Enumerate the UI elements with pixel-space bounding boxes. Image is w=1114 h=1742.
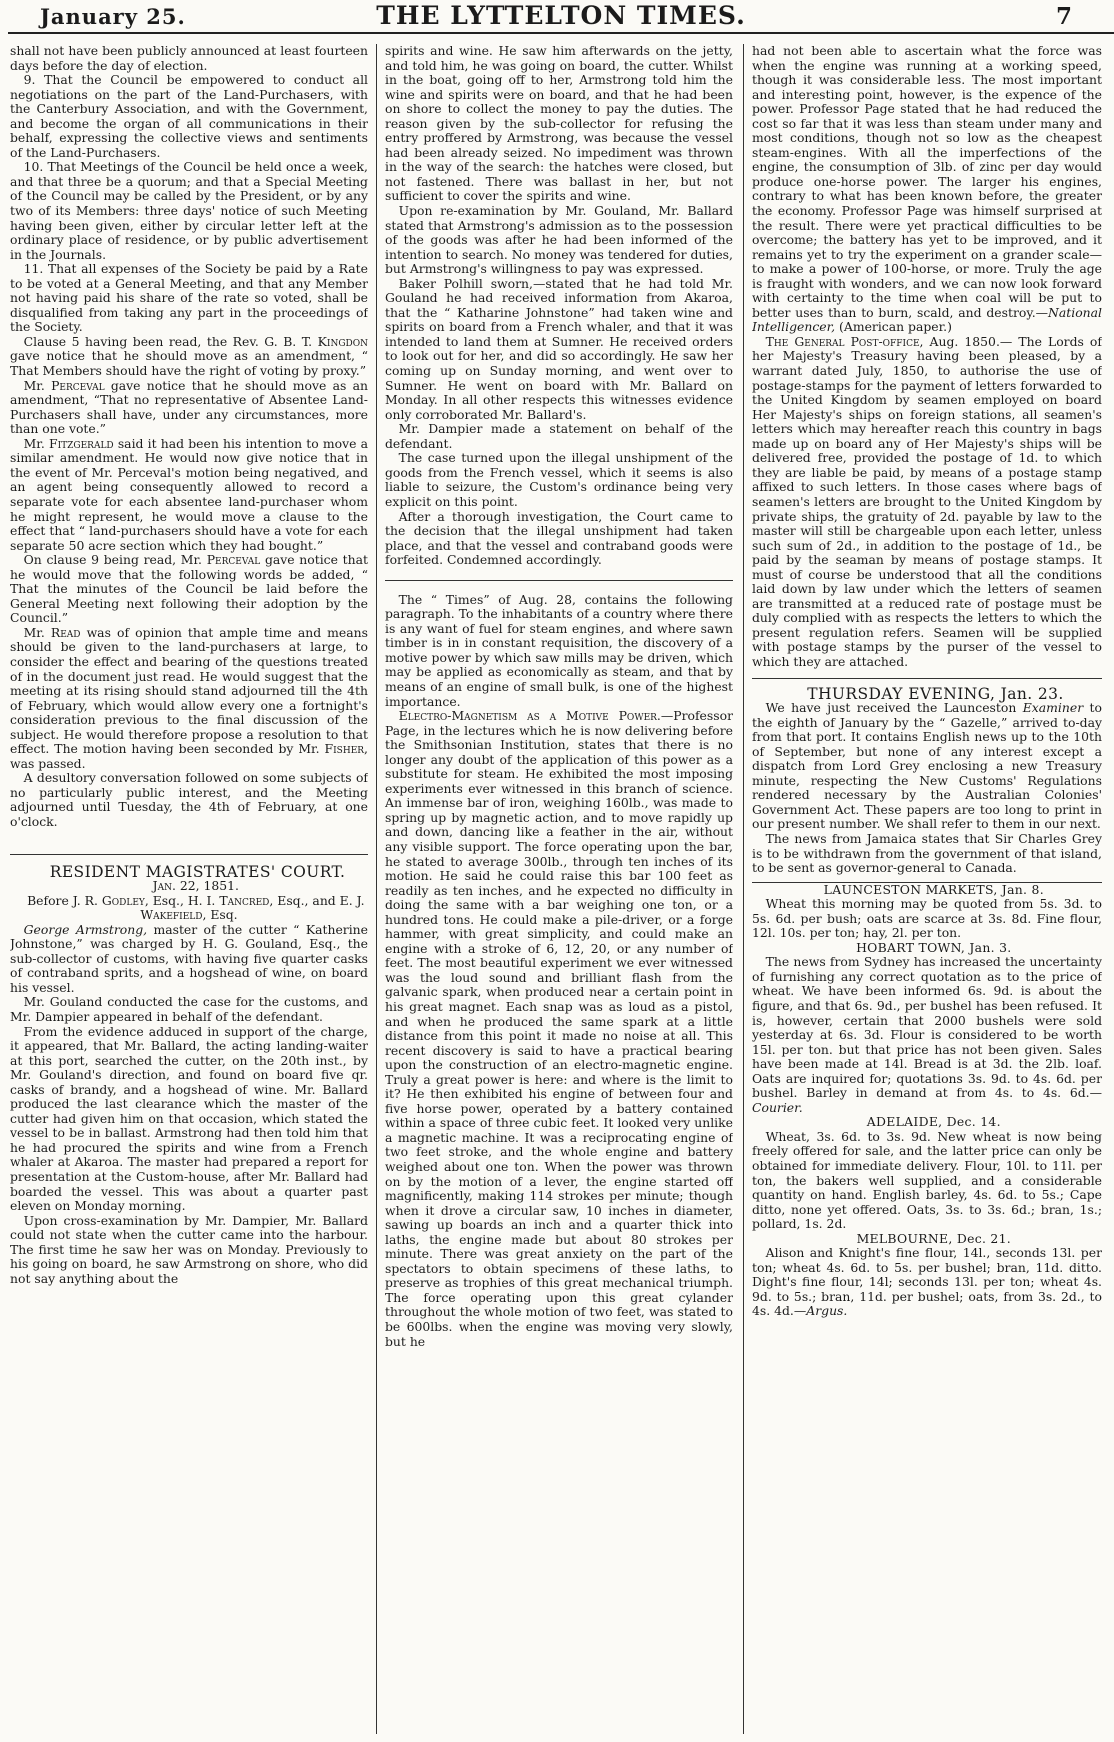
speaker-name: Read [50, 624, 81, 640]
speaker-name: Perceval [206, 552, 261, 568]
column-3 [752, 44, 1102, 1734]
court-heading: RESIDENT MAGISTRATES' COURT. [49, 862, 346, 881]
article-paragraph: The news from Jamaica states that Sir Charles Grey is to be withdrawn from the government of that island, to be sent as governor-general to Canada. [752, 830, 1102, 876]
article-paragraph: Mr. Dampier made a statement on behalf of the defendant. [385, 421, 733, 451]
launceston-heading: LAUNCESTON MARKETS, Jan. 8. [823, 881, 1044, 897]
article-paragraph: Upon cross-examination by Mr. Dampier, Mr. Ballard could not state when the cutter came into the harbour. The first time he saw her was on Monday. Previously to his going on board, he saw Armstrong on shore, who did not say anything about the [10, 1212, 368, 1286]
thursday-heading: THURSDAY EVENING, Jan. 23. [807, 684, 1064, 703]
article-paragraph: had not been able to ascertain what the force was when the engine was running at a working speed, though it was considerable less. The most important and interesting point, however, is the expence of the power. Professor Page stated that he had reduced the cost so far that it was less than steam under many and most conditions, though not so low as the cheapest steam-engines. With all the imperfections of the engine, the consumption of 3lb. of zinc per day would produce one-horse power. The larger his engines, contrary to what has been known before, the greater the economy. Professor Page was himself surprised at the result. There were yet practical difficulties to be overcome; the battery has yet to be improved, and it remains yet to try the experiment on a grander scale—to make a power of 100-horse, or more. Truly the age is fraught with wonders, and we can now look forward with certainty to the time when coal will be put to better uses than to burn, scald, and destroy.—National Intelligencer, (American paper.) [752, 44, 1102, 335]
article-subhead: The General Post-office, [765, 333, 924, 349]
column-rule [376, 44, 377, 1734]
article-paragraph: Mr. Gouland conducted the case for the customs, and Mr. Dampier appeared in behalf of the defendant. [10, 994, 368, 1024]
article-paragraph: 11. That all expenses of the Society be paid by a Rate to be voted at a General Meeting, and that any Member not having paid his share of the rate so voted, shall be disqualified from taking any part in the proceedings of the Society. [10, 261, 368, 335]
article-paragraph: A desultory conversation followed on some subjects of no particularly public interest, and the Meeting adjourned until Tuesday, the 4th of February, at one o'clock. [10, 770, 368, 829]
article-paragraph: Upon re-examination by Mr. Gouland, Mr. Ballard stated that Armstrong's admission as to the possession of the goods was after he had been informed of the intention to search. No money was tendered for duties, but Armstrong's willingness to pay was expressed. [385, 203, 733, 277]
court-date: Jan. 22, 1851. [152, 878, 239, 894]
article-paragraph: Electro-Magnetism as a Motive Power.—Professor Page, in the lectures which he is now delivering before the Smithsonian Institution, states that there is no longer any doubt of the application of this power as a substitute for steam. He exhibited the most imposing experiments ever witnessed in this branch of science. An immense bar of iron, weighing 160lb., was made to spring up by magnetic action, and to move rapidly up and down, dancing like a feather in the air, without any visible support. The force operating upon the bar, he stated to average 300lb., through ten inches of its motion. He said he could raise this bar 100 feet as readily as ten inches, and he expected no difficulty in doing the same with a bar weighing one ton, or a hundred tons. He could make a pile-driver, or a forge hammer, with great simplicity, and could make an engine with a stroke of 6, 12, 20, or any number of feet. The most beautiful experiment we ever witnessed was the loud sound and brilliant flash from the galvanic spark, when produced near a certain point in his great magnet. Each snap was as loud as a pistol, and when he produced the same spark at a little distance from this point it made no noise at all. This recent discovery is said to have a practical bearing upon the construction of an electro-magnetic engine. Truly a great power is here: and where is the limit to it? He then exhibited his engine of between four and five horse power, operated by a battery contained within a space of three cubic feet. It looked very unlike a magnetic machine. It was a reciprocating engine of two feet stroke, and the whole engine and battery weighed about one ton. When the power was thrown on by the motion of a lever, the engine started off magnificently, making 114 strokes per minute; though when it drove a circular saw, 10 inches in diameter, sawing up boards an inch and a quarter thick into laths, the engine made but about 80 strokes per minute. There was great anxiety on the part of the spectators to obtain specimens of these laths, to preserve as trophies of this great mechanical triumph. The force operating upon this great cylander throughout the whole motion of two feet, was stated to be 600lbs. when the engine was moving very slowly, but he [385, 708, 733, 1349]
article-paragraph: 10. That Meetings of the Council be held once a week, and that three be a quorum; and that a Special Meeting of the Council may be called by the President, or by any two of its Members: three days' notice of such Meeting having been given, either by circular letter left at the ordinary place of residence, or by public advertisement in the Journals. [10, 159, 368, 262]
column-2 [385, 44, 733, 1734]
article-paragraph: Mr. Read was of opinion that ample time and means should be given to the land-purchasers at large, to consider the effect and bearing of the questions treated of in the document just read. He would suggest that the meeting at its rising should stand adjourned till the 4th of February, which would allow every one a fortnight's consideration previous to the final discussion of the subject. He would therefore propose a resolution to that effect. The motion having been seconded by Mr. Fisher, was passed. [10, 624, 368, 771]
speaker-name: Fitzgerald [49, 435, 114, 451]
article-paragraph: 9. That the Council be empowered to conduct all negotiations on the part of the Land-Purchasers, with the Canterbury Association, and with the Government, and become the organ of all communications in their behalf, expressing the collective views and sentiments of the Land-Purchasers. [10, 72, 368, 160]
column-rule [743, 44, 744, 1734]
article-paragraph: The General Post-office, Aug. 1850.— The Lords of her Majesty's Treasury having been pleased, by a warrant dated July, 1850, to authorise the use of postage-stamps for the payment of letters forwarded to the United Kingdom by seamen employed on board Her Majesty's ships on foreign stations, all seamen's letters which may hereafter reach this country in bags made up on board any of Her Majesty's ships will be delivered free, provided the postage of 1d. to which they are liable be paid, by means of a postage stamp affixed to such letters. In those cases where bags of seamen's letters are brought to the United Kingdom by private ships, the gratuity of 2d. payable by law to the master will still be chargeable upon each letter, unless such sum of 2d., in addition to the postage of 1d., be paid by the seaman by means of postage stamps. It must of course be understood that all the conditions laid down by law under which the letters of seamen are transmitted at a reduced rate of postage must be duly complied with as respects the letters to which the present regulation refers. Seamen will be supplied with postage stamps by the purser of the vessel to which they are attached. [752, 333, 1102, 669]
article-paragraph: Clause 5 having been read, the Rev. G. B. T. Kingdon gave notice that he should move as an amendment, “ That Members should have the right of voting by proxy.” [10, 333, 368, 379]
article-paragraph: Mr. Perceval gave notice that he should move as an amendment, “That no representative of Absentee Land-Purchasers shall have, under any circumstances, more than one vote.” [10, 377, 368, 437]
article-paragraph: From the evidence adduced in support of the charge, it appeared, that Mr. Ballard, the acting landing-waiter at this port, searched the cutter, on the 20th inst., by Mr. Gouland's direction, and found on board five qr. casks of brandy, and a hogshead of wine. Mr. Ballard produced the last clearance which the master of the cutter had given him on that occasion, which stated the vessel to be in ballast. Armstrong had then told him that he had procured the spirits and wine from a French whaler at Akaroa. The master had prepared a report for presentation at the Custom-house, after Mr. Ballard had boarded the vessel. This was about a quarter past eleven on Monday morning. [10, 1023, 368, 1214]
speaker-name: Perceval [51, 377, 105, 393]
article-paragraph: shall not have been publicly announced at least fourteen days before the day of election. [10, 44, 368, 73]
melbourne-heading: MELBOURNE, Dec. 21. [856, 1230, 1012, 1246]
market-report: Wheat, 3s. 6d. to 3s. 9d. New wheat is now being freely offered for sale, and the latter price can only be obtained for immediate delivery. Flour, 10l. to 11l. per ton, the bakers well supplied, and a considerable quantity on hand. English barley, 4s. 6d. to 5s.; Cape ditto, none yet offered. Oats, 3s. to 3s. 6d.; bran, 1s.; pollard, 1s. 2d. [752, 1128, 1102, 1232]
article-paragraph: We have just received the Launceston Examiner to the eighth of January by the “ Gazelle,” arrived to-day from that port. It contains English news up to the 10th of September, but none of any interest except a dispatch from Lord Grey enclosing a new Treasury minute, respecting the New Customs' Regulations rendered necessary by the Australian Colonies' Government Act. These papers are too long to print in our present number. We shall refer to them in our next. [752, 700, 1102, 832]
article-paragraph: The “ Times” of Aug. 28, contains the following paragraph. To the inhabitants of a country where there is any want of fuel for steam engines, and where sawn timber is in in constant requisition, the discovery of a motive power by which saw mills may be driven, which may be applied as economically as steam, and that by means of an engine of small bulk, is one of the highest importance. [385, 591, 733, 709]
article-subhead: Electro-Magnetism as a Motive Power. [398, 708, 661, 724]
market-report: The news from Sydney has increased the uncertainty of furnishing any correct quotation as to the price of wheat. We have been informed 6s. 9d. is about the figure, and that 6s. 9d., per bushel has been refused. It is, however, certain that 2000 bushels were sold yesterday at 6s. 3d. Flour is considered to be worth 15l. per ton. but that price has not been given. Sales have been made at 14l. Bread is at 3d. the 2lb. loaf. Oats are inquired for; quotations 3s. 9d. to 4s. 6d. per bushel. Barley in demand at from 4s. to 4s. 6d.—Courier. [752, 954, 1102, 1115]
hobart-heading: HOBART TOWN, Jan. 3. [856, 939, 1012, 955]
newspaper-title: THE LYTTELTON TIMES. [376, 1, 746, 30]
article-paragraph: After a thorough investigation, the Court came to the decision that the illegal unshipment had taken place, and that the vessel and contraband goods were forfeited. Condemned accordingly. [385, 508, 733, 568]
court-bench: Before J. R. Godley, Esq., H. I. Tancred, Esq., and E. J. Wakefield, Esq. [27, 892, 365, 923]
article-paragraph: The case turned upon the illegal unshipment of the goods from the French vessel, which it seems is also liable to seizure, the Custom's ordinance being very explicit on this point. [385, 450, 733, 509]
article-paragraph: Baker Polhill sworn,—stated that he had told Mr. Gouland he had received information from Akaroa, that the “ Katharine Johnstone” had taken wine and spirits on board from a French whaler, and that it was intended to land them at Sumner. He received orders to look out for her, and did so accordingly. He saw her coming up on Sunday morning, and went over to Sumner. He went on board with Mr. Ballard on Monday. In all other respects this witnesses evidence only corroborated Mr. Ballard's. [385, 275, 733, 422]
article-paragraph: Mr. Fitzgerald said it had been his intention to move a similar amendment. He would now give notice that in the event of Mr. Perceval's motion being negatived, and an agent being consequently allowed to record a separate vote for each absentee land-purchaser whom he might represent, he would move a clause to the effect that “ land-purchasers should have a vote for each separate 50 acre section which they had bought.” [10, 435, 368, 553]
adelaide-heading: ADELAIDE, Dec. 14. [866, 1114, 1001, 1130]
page-header [8, 0, 1114, 34]
market-report: Wheat this morning may be quoted from 5s. 3d. to 5s. 6d. per bush; oats are scarce at 3s. 8d. Fine flour, 12l. 10s. per ton; hay, 2l. per ton. [752, 896, 1102, 941]
header-date: January 25. [40, 4, 186, 29]
speaker-name: Fisher [324, 741, 365, 757]
column-1 [10, 44, 368, 1734]
article-paragraph: On clause 9 being read, Mr. Perceval gave notice that he would move that the following words be added, “ That the minutes of the Council be laid before the General Meeting next following their adoption by the Council.” [10, 552, 368, 626]
page-number: 7 [1055, 3, 1072, 30]
article-paragraph: spirits and wine. He saw him afterwards on the jetty, and told him, he was going on board, the cutter. Whilst in the boat, going off to her, Armstrong told him the wine and spirits were on board, and that he had been on shore to collect the money to pay the duties. The reason given by the sub-collector for refusing the entry proffered by Armstrong, was because the vessel had been already seized. No impediment was thrown in the way of the search: the hatches were closed, but not fastened. There was ballast in her, but not sufficient to cover the spirits and wine. [385, 44, 733, 204]
speaker-name: Kingdon [317, 333, 368, 349]
article-paragraph: George Armstrong, master of the cutter “ Katherine Johnstone,” was charged by H. G. Gouland, Esq., the sub-collector of customs, with having five quarter casks of contraband sprits, and a hogshead of wine, on board his vessel. [10, 921, 368, 995]
market-report: Alison and Knight's fine flour, 14l., seconds 13l. per ton; wheat 4s. 6d. to 5s. per bushel; bran, 11d. ditto. Dight's fine flour, 14l; seconds 13l. per ton; wheat 4s. 9d. to 5s.; bran, 11d. per bushel; oats, from 3s. 2d., to 4s. 4d.—Argus. [752, 1245, 1102, 1319]
